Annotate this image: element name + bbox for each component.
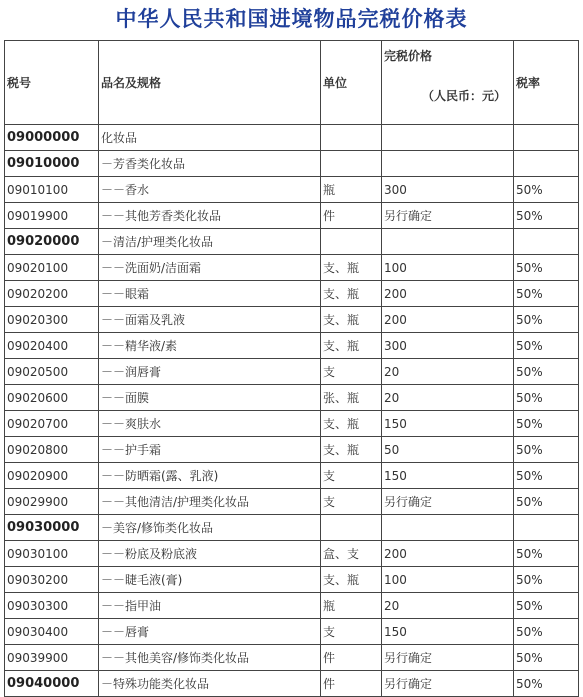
table-row — [5, 229, 579, 255]
cell-name: －－其他美容/修饰类化妆品 — [99, 645, 321, 671]
table-row — [5, 489, 579, 515]
cell-code: 09020300 — [5, 307, 99, 333]
table-row — [5, 255, 579, 281]
cell-price: 20 — [382, 359, 514, 385]
cell-rate: 50% — [514, 359, 579, 385]
cell-unit: 支、瓶 — [321, 281, 382, 307]
cell-unit: 支、瓶 — [321, 437, 382, 463]
cell-name: －－精华液/素 — [99, 333, 321, 359]
table-row — [5, 437, 579, 463]
header-name: 品名及规格 — [99, 41, 321, 125]
header-code: 税号 — [5, 41, 99, 125]
cell-name: －－其他清洁/护理类化妆品 — [99, 489, 321, 515]
cell-rate: 50% — [514, 255, 579, 281]
cell-price — [382, 515, 514, 541]
table-row — [5, 203, 579, 229]
cell-rate: 50% — [514, 411, 579, 437]
cell-rate: 50% — [514, 203, 579, 229]
cell-name: －－爽肤水 — [99, 411, 321, 437]
cell-price: 20 — [382, 593, 514, 619]
cell-name: －－香水 — [99, 177, 321, 203]
cell-code: 09020900 — [5, 463, 99, 489]
cell-name: －－唇膏 — [99, 619, 321, 645]
cell-unit — [321, 151, 382, 177]
cell-name: －特殊功能类化妆品 — [99, 671, 321, 697]
table-row — [5, 671, 579, 697]
table-row — [5, 333, 579, 359]
header-price-unit: （人民币：元） — [422, 89, 507, 103]
table-row — [5, 307, 579, 333]
cell-unit: 件 — [321, 645, 382, 671]
cell-unit — [321, 515, 382, 541]
cell-code: 09030400 — [5, 619, 99, 645]
cell-price: 50 — [382, 437, 514, 463]
cell-rate: 50% — [514, 671, 579, 697]
cell-unit: 支 — [321, 359, 382, 385]
cell-rate: 50% — [514, 333, 579, 359]
cell-name: －芳香类化妆品 — [99, 151, 321, 177]
cell-price: 150 — [382, 463, 514, 489]
header-price-label: 完税价格 — [384, 49, 433, 63]
cell-name: －－洗面奶/洁面霜 — [99, 255, 321, 281]
cell-price: 150 — [382, 619, 514, 645]
table-row — [5, 385, 579, 411]
cell-price: 另行确定 — [382, 671, 514, 697]
table-row — [5, 151, 579, 177]
cell-name: －－眼霜 — [99, 281, 321, 307]
cell-unit — [321, 125, 382, 151]
cell-name: －－粉底及粉底液 — [99, 541, 321, 567]
cell-price: 200 — [382, 281, 514, 307]
cell-code: 09020800 — [5, 437, 99, 463]
table-row — [5, 359, 579, 385]
cell-name: －清洁/护理类化妆品 — [99, 229, 321, 255]
cell-price: 200 — [382, 307, 514, 333]
cell-rate — [514, 229, 579, 255]
table-row — [5, 177, 579, 203]
cell-rate: 50% — [514, 645, 579, 671]
cell-price — [382, 229, 514, 255]
cell-code: 09039900 — [5, 645, 99, 671]
table-header-row — [5, 41, 579, 125]
table-row — [5, 645, 579, 671]
cell-code: 09030100 — [5, 541, 99, 567]
cell-code: 09020500 — [5, 359, 99, 385]
cell-code: 09030200 — [5, 567, 99, 593]
cell-code: 09020000 — [5, 229, 99, 255]
cell-unit: 支 — [321, 463, 382, 489]
cell-rate: 50% — [514, 307, 579, 333]
cell-unit: 张、瓶 — [321, 385, 382, 411]
cell-price: 100 — [382, 255, 514, 281]
cell-name: －－面霜及乳液 — [99, 307, 321, 333]
cell-code: 09020600 — [5, 385, 99, 411]
cell-unit: 支、瓶 — [321, 411, 382, 437]
cell-code: 09010100 — [5, 177, 99, 203]
cell-rate: 50% — [514, 385, 579, 411]
table-row — [5, 567, 579, 593]
cell-code: 09040000 — [5, 671, 99, 697]
table-row — [5, 281, 579, 307]
cell-code: 09030000 — [5, 515, 99, 541]
cell-unit: 盒、支 — [321, 541, 382, 567]
cell-name: －－防晒霜(露、乳液) — [99, 463, 321, 489]
cell-code: 09030300 — [5, 593, 99, 619]
cell-code: 09000000 — [5, 125, 99, 151]
cell-name: －－面膜 — [99, 385, 321, 411]
cell-price: 另行确定 — [382, 489, 514, 515]
page-title: 中华人民共和国进境物品完税价格表 — [115, 6, 468, 31]
cell-code: 09019900 — [5, 203, 99, 229]
cell-code: 09020400 — [5, 333, 99, 359]
cell-unit — [321, 229, 382, 255]
cell-rate: 50% — [514, 281, 579, 307]
cell-name: －－其他芳香类化妆品 — [99, 203, 321, 229]
header-unit: 单位 — [321, 41, 382, 125]
cell-unit: 瓶 — [321, 177, 382, 203]
cell-price: 另行确定 — [382, 645, 514, 671]
table-row — [5, 593, 579, 619]
cell-code: 09020100 — [5, 255, 99, 281]
cell-unit: 支、瓶 — [321, 333, 382, 359]
cell-unit: 支、瓶 — [321, 567, 382, 593]
cell-price: 20 — [382, 385, 514, 411]
cell-rate — [514, 515, 579, 541]
cell-rate: 50% — [514, 437, 579, 463]
cell-name: －－指甲油 — [99, 593, 321, 619]
cell-unit: 支 — [321, 489, 382, 515]
table-row — [5, 541, 579, 567]
cell-rate — [514, 125, 579, 151]
cell-name: －－润唇膏 — [99, 359, 321, 385]
header-rate: 税率 — [514, 41, 579, 125]
table-row — [5, 411, 579, 437]
cell-rate: 50% — [514, 177, 579, 203]
cell-code: 09020700 — [5, 411, 99, 437]
table-row — [5, 515, 579, 541]
cell-code: 09020200 — [5, 281, 99, 307]
cell-price: 300 — [382, 333, 514, 359]
cell-name: 化妆品 — [99, 125, 321, 151]
cell-rate: 50% — [514, 541, 579, 567]
cell-name: －－护手霜 — [99, 437, 321, 463]
cell-price: 100 — [382, 567, 514, 593]
cell-rate: 50% — [514, 463, 579, 489]
cell-rate: 50% — [514, 489, 579, 515]
table-row — [5, 125, 579, 151]
cell-price: 300 — [382, 177, 514, 203]
header-price — [382, 41, 514, 125]
cell-rate: 50% — [514, 619, 579, 645]
cell-unit: 瓶 — [321, 593, 382, 619]
cell-price — [382, 125, 514, 151]
cell-rate: 50% — [514, 567, 579, 593]
cell-unit: 支、瓶 — [321, 255, 382, 281]
table-row — [5, 463, 579, 489]
cell-unit: 件 — [321, 203, 382, 229]
cell-name: －美容/修饰类化妆品 — [99, 515, 321, 541]
cell-name: －－睫毛液(膏) — [99, 567, 321, 593]
cell-code: 09029900 — [5, 489, 99, 515]
cell-rate — [514, 151, 579, 177]
cell-unit: 支 — [321, 619, 382, 645]
cell-rate: 50% — [514, 593, 579, 619]
cell-price: 另行确定 — [382, 203, 514, 229]
cell-price: 200 — [382, 541, 514, 567]
cell-price: 150 — [382, 411, 514, 437]
table-row — [5, 619, 579, 645]
cell-code: 09010000 — [5, 151, 99, 177]
cell-unit: 件 — [321, 671, 382, 697]
tax-price-table — [4, 40, 579, 697]
cell-unit: 支、瓶 — [321, 307, 382, 333]
cell-price — [382, 151, 514, 177]
